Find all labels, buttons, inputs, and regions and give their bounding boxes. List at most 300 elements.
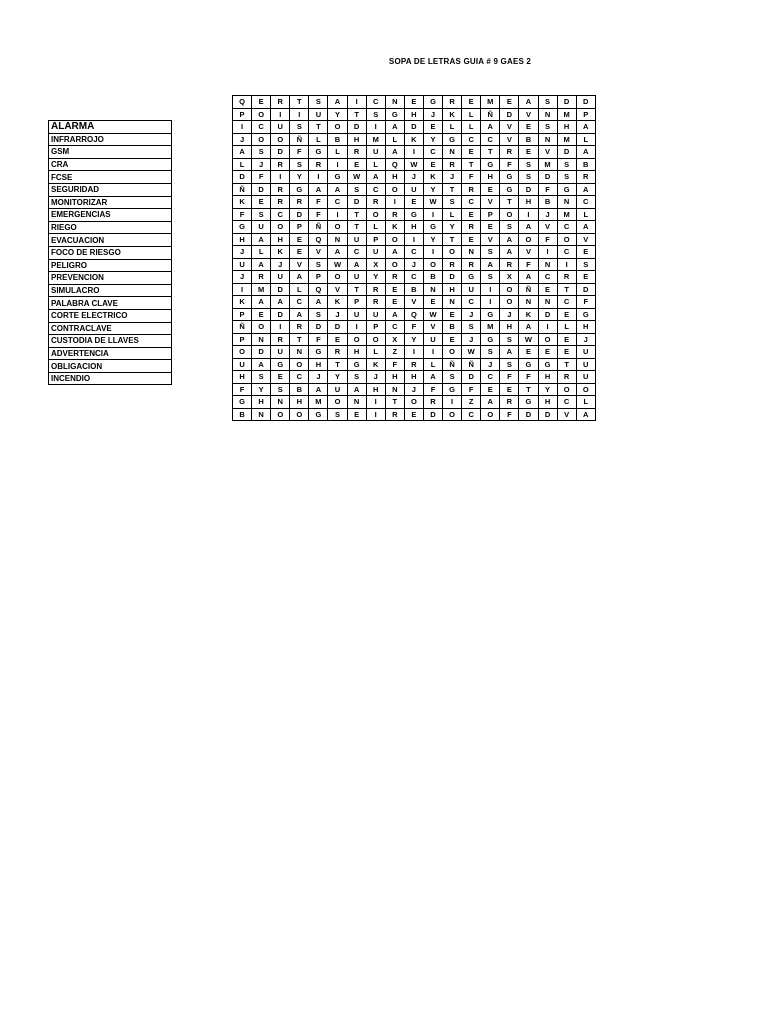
grid-cell: G <box>309 346 328 359</box>
grid-cell: T <box>481 146 500 159</box>
grid-cell: B <box>576 158 595 171</box>
grid-cell: N <box>443 146 462 159</box>
grid-cell: B <box>423 271 442 284</box>
grid-cell: D <box>557 96 576 109</box>
grid-cell: H <box>309 358 328 371</box>
grid-cell: A <box>252 233 271 246</box>
grid-cell: Y <box>404 333 423 346</box>
grid-cell: J <box>423 108 442 121</box>
grid-cell: R <box>309 158 328 171</box>
grid-cell: X <box>385 333 404 346</box>
grid-cell: R <box>290 196 309 209</box>
grid-cell: A <box>519 271 538 284</box>
grid-row <box>233 133 596 146</box>
grid-cell: O <box>423 258 442 271</box>
grid-cell: D <box>328 321 347 334</box>
grid-cell: C <box>252 121 271 134</box>
grid-cell: S <box>481 346 500 359</box>
grid-cell: Y <box>328 371 347 384</box>
grid-cell: A <box>290 308 309 321</box>
grid-cell: P <box>290 221 309 234</box>
grid-cell: Ñ <box>462 358 481 371</box>
grid-cell: E <box>557 333 576 346</box>
grid-cell: S <box>252 208 271 221</box>
grid-row <box>233 371 596 384</box>
grid-row <box>233 146 596 159</box>
grid-cell: T <box>347 208 366 221</box>
grid-cell: F <box>576 296 595 309</box>
grid-cell: S <box>443 371 462 384</box>
word-item: OBLIGACION <box>49 360 172 373</box>
grid-cell: M <box>481 321 500 334</box>
grid-cell: F <box>462 171 481 184</box>
grid-cell: I <box>233 283 252 296</box>
grid-cell: Q <box>309 283 328 296</box>
grid-cell: H <box>538 396 557 409</box>
word-list-row <box>49 121 172 134</box>
grid-cell: C <box>557 221 576 234</box>
grid-cell: H <box>366 383 385 396</box>
grid-cell: G <box>519 396 538 409</box>
grid-row <box>233 383 596 396</box>
grid-cell: O <box>385 183 404 196</box>
grid-cell: M <box>481 96 500 109</box>
word-item: MONITORIZAR <box>49 196 172 209</box>
grid-cell: J <box>233 246 252 259</box>
grid-cell: I <box>481 283 500 296</box>
grid-cell: M <box>557 108 576 121</box>
grid-cell: C <box>328 196 347 209</box>
grid-cell: R <box>462 258 481 271</box>
grid-cell: F <box>500 408 519 421</box>
grid-cell: Q <box>233 96 252 109</box>
grid-cell: U <box>347 271 366 284</box>
grid-cell: H <box>481 171 500 184</box>
grid-cell: H <box>500 321 519 334</box>
grid-cell: H <box>519 196 538 209</box>
grid-cell: S <box>366 108 385 121</box>
grid-cell: Y <box>366 271 385 284</box>
grid-cell: O <box>500 296 519 309</box>
grid-cell: F <box>500 158 519 171</box>
grid-cell: J <box>252 158 271 171</box>
grid-cell: D <box>404 121 423 134</box>
grid-cell: Y <box>443 221 462 234</box>
grid-cell: N <box>385 383 404 396</box>
grid-cell: E <box>404 196 423 209</box>
grid-cell: V <box>500 133 519 146</box>
grid-cell: V <box>500 121 519 134</box>
grid-cell: L <box>385 133 404 146</box>
word-list-row <box>49 259 172 272</box>
grid-cell: F <box>309 196 328 209</box>
grid-cell: O <box>271 221 290 234</box>
grid-cell: I <box>538 321 557 334</box>
grid-cell: P <box>481 208 500 221</box>
grid-cell: S <box>443 196 462 209</box>
grid-cell: R <box>500 396 519 409</box>
grid-cell: E <box>347 408 366 421</box>
grid-cell: L <box>252 246 271 259</box>
grid-cell: V <box>423 321 442 334</box>
grid-cell: G <box>271 358 290 371</box>
grid-cell: J <box>404 383 423 396</box>
grid-cell: D <box>252 183 271 196</box>
grid-cell: R <box>404 358 423 371</box>
grid-row <box>233 296 596 309</box>
grid-cell: L <box>462 108 481 121</box>
grid-cell: Z <box>462 396 481 409</box>
grid-cell: V <box>538 146 557 159</box>
grid-cell: E <box>404 408 423 421</box>
grid-cell: U <box>309 108 328 121</box>
grid-cell: H <box>404 108 423 121</box>
grid-cell: X <box>366 258 385 271</box>
grid-cell: G <box>423 96 442 109</box>
grid-cell: X <box>500 271 519 284</box>
grid-cell: U <box>423 333 442 346</box>
grid-cell: A <box>576 408 595 421</box>
word-item: PREVENCION <box>49 272 172 285</box>
grid-cell: S <box>252 146 271 159</box>
grid-cell: J <box>462 333 481 346</box>
grid-cell: Ñ <box>481 108 500 121</box>
grid-cell: J <box>576 333 595 346</box>
grid-cell: E <box>481 383 500 396</box>
grid-cell: R <box>462 221 481 234</box>
grid-cell: D <box>443 271 462 284</box>
grid-cell: S <box>309 258 328 271</box>
grid-cell: H <box>233 233 252 246</box>
grid-cell: D <box>347 121 366 134</box>
grid-cell: O <box>366 208 385 221</box>
grid-cell: U <box>462 283 481 296</box>
grid-row <box>233 108 596 121</box>
grid-cell: L <box>423 358 442 371</box>
grid-cell: T <box>462 158 481 171</box>
grid-cell: I <box>366 121 385 134</box>
grid-cell: A <box>576 221 595 234</box>
grid-cell: I <box>271 171 290 184</box>
grid-cell: E <box>481 183 500 196</box>
grid-row <box>233 121 596 134</box>
grid-cell: J <box>500 308 519 321</box>
grid-cell: I <box>557 258 576 271</box>
grid-cell: F <box>519 371 538 384</box>
grid-cell: L <box>557 321 576 334</box>
grid-cell: C <box>366 96 385 109</box>
word-list-row <box>49 335 172 348</box>
grid-cell: B <box>290 383 309 396</box>
grid-cell: C <box>462 133 481 146</box>
grid-cell: H <box>385 171 404 184</box>
grid-cell: A <box>500 246 519 259</box>
grid-cell: A <box>385 308 404 321</box>
grid-cell: I <box>423 208 442 221</box>
grid-cell: M <box>557 133 576 146</box>
grid-cell: L <box>462 121 481 134</box>
grid-cell: O <box>576 383 595 396</box>
grid-cell: G <box>481 158 500 171</box>
grid-cell: B <box>538 196 557 209</box>
grid-cell: S <box>538 121 557 134</box>
grid-cell: H <box>576 321 595 334</box>
grid-cell: J <box>443 171 462 184</box>
grid-cell: U <box>347 308 366 321</box>
grid-cell: Ñ <box>309 221 328 234</box>
grid-cell: F <box>519 258 538 271</box>
grid-cell: A <box>347 258 366 271</box>
grid-cell: A <box>233 146 252 159</box>
grid-cell: E <box>423 296 442 309</box>
grid-cell: D <box>557 146 576 159</box>
word-item: SEGURIDAD <box>49 183 172 196</box>
grid-cell: G <box>481 308 500 321</box>
grid-cell: R <box>462 183 481 196</box>
grid-cell: G <box>233 396 252 409</box>
grid-cell: S <box>328 408 347 421</box>
grid-cell: V <box>290 258 309 271</box>
grid-cell: H <box>557 121 576 134</box>
grid-cell: H <box>347 346 366 359</box>
grid-cell: S <box>500 221 519 234</box>
grid-cell: U <box>271 271 290 284</box>
grid-cell: T <box>309 121 328 134</box>
grid-cell: N <box>290 346 309 359</box>
grid-cell: W <box>404 158 423 171</box>
grid-cell: E <box>462 146 481 159</box>
grid-cell: D <box>271 146 290 159</box>
grid-cell: Q <box>385 158 404 171</box>
grid-cell: A <box>290 271 309 284</box>
grid-cell: C <box>366 183 385 196</box>
grid-cell: H <box>538 371 557 384</box>
grid-cell: I <box>519 208 538 221</box>
grid-cell: O <box>443 408 462 421</box>
grid-cell: K <box>385 221 404 234</box>
grid-cell: T <box>557 283 576 296</box>
grid-cell: R <box>423 396 442 409</box>
word-list-row <box>49 246 172 259</box>
grid-row <box>233 346 596 359</box>
word-item: RIEGO <box>49 221 172 234</box>
grid-cell: Ñ <box>233 183 252 196</box>
grid-cell: C <box>290 371 309 384</box>
grid-cell: R <box>271 96 290 109</box>
grid-cell: A <box>309 296 328 309</box>
letter-grid <box>232 95 596 421</box>
grid-cell: L <box>443 208 462 221</box>
grid-cell: A <box>423 371 442 384</box>
grid-cell: R <box>328 346 347 359</box>
word-list-row <box>49 209 172 222</box>
grid-cell: T <box>290 333 309 346</box>
grid-cell: E <box>500 96 519 109</box>
grid-cell: I <box>347 321 366 334</box>
grid-cell: R <box>557 271 576 284</box>
grid-cell: Y <box>538 383 557 396</box>
grid-cell: R <box>557 371 576 384</box>
grid-cell: P <box>233 108 252 121</box>
grid-cell: Y <box>423 233 442 246</box>
grid-cell: V <box>519 246 538 259</box>
grid-row <box>233 358 596 371</box>
grid-cell: I <box>481 296 500 309</box>
word-item: PALABRA CLAVE <box>49 297 172 310</box>
grid-cell: M <box>366 133 385 146</box>
word-item: INFRARROJO <box>49 133 172 146</box>
word-list-row <box>49 284 172 297</box>
grid-cell: D <box>519 408 538 421</box>
grid-cell: O <box>500 208 519 221</box>
grid-cell: R <box>443 258 462 271</box>
grid-cell: K <box>366 358 385 371</box>
grid-cell: D <box>576 283 595 296</box>
grid-cell: R <box>576 171 595 184</box>
grid-cell: V <box>328 283 347 296</box>
grid-cell: K <box>233 196 252 209</box>
grid-cell: U <box>366 246 385 259</box>
grid-cell: P <box>366 233 385 246</box>
grid-cell: I <box>366 396 385 409</box>
grid-cell: S <box>271 383 290 396</box>
grid-cell: O <box>252 108 271 121</box>
grid-cell: O <box>271 408 290 421</box>
grid-cell: P <box>309 271 328 284</box>
grid-cell: T <box>347 108 366 121</box>
grid-cell: F <box>252 171 271 184</box>
grid-cell: W <box>328 258 347 271</box>
grid-cell: Y <box>423 133 442 146</box>
grid-cell: E <box>290 246 309 259</box>
grid-cell: A <box>385 146 404 159</box>
grid-cell: C <box>576 196 595 209</box>
grid-cell: I <box>366 408 385 421</box>
grid-cell: W <box>519 333 538 346</box>
word-item: EVACUACION <box>49 234 172 247</box>
grid-cell: O <box>557 383 576 396</box>
grid-cell: O <box>328 121 347 134</box>
grid-cell: R <box>271 333 290 346</box>
grid-cell: F <box>309 208 328 221</box>
grid-row <box>233 221 596 234</box>
grid-cell: B <box>233 408 252 421</box>
grid-cell: E <box>519 346 538 359</box>
grid-cell: L <box>233 158 252 171</box>
word-list <box>48 120 172 385</box>
grid-cell: N <box>557 196 576 209</box>
grid-row <box>233 196 596 209</box>
grid-cell: C <box>557 396 576 409</box>
word-list-row <box>49 171 172 184</box>
grid-cell: S <box>290 121 309 134</box>
grid-cell: F <box>500 371 519 384</box>
grid-row <box>233 308 596 321</box>
grid-cell: A <box>347 383 366 396</box>
grid-cell: A <box>481 258 500 271</box>
grid-cell: L <box>576 133 595 146</box>
grid-cell: C <box>557 296 576 309</box>
grid-cell: M <box>252 283 271 296</box>
grid-cell: V <box>481 196 500 209</box>
word-list-row <box>49 360 172 373</box>
grid-cell: R <box>366 283 385 296</box>
grid-cell: F <box>462 383 481 396</box>
grid-cell: R <box>385 408 404 421</box>
word-item: ALARMA <box>49 121 172 134</box>
grid-cell: R <box>500 258 519 271</box>
grid-cell: E <box>347 158 366 171</box>
grid-cell: G <box>481 333 500 346</box>
grid-cell: G <box>519 358 538 371</box>
grid-cell: V <box>557 408 576 421</box>
grid-cell: R <box>385 271 404 284</box>
grid-cell: H <box>347 133 366 146</box>
grid-cell: G <box>538 358 557 371</box>
grid-cell: W <box>423 196 442 209</box>
grid-cell: Ñ <box>519 283 538 296</box>
grid-cell: W <box>347 171 366 184</box>
grid-cell: U <box>404 183 423 196</box>
grid-cell: D <box>290 208 309 221</box>
grid-cell: J <box>538 208 557 221</box>
grid-cell: I <box>271 321 290 334</box>
grid-cell: E <box>385 296 404 309</box>
grid-cell: A <box>576 183 595 196</box>
grid-cell: C <box>423 146 442 159</box>
grid-cell: O <box>538 333 557 346</box>
grid-cell: J <box>309 371 328 384</box>
grid-cell: A <box>385 121 404 134</box>
grid-cell: V <box>309 246 328 259</box>
grid-row <box>233 283 596 296</box>
grid-cell: Q <box>404 308 423 321</box>
grid-cell: A <box>309 183 328 196</box>
grid-cell: J <box>404 171 423 184</box>
grid-cell: C <box>481 133 500 146</box>
word-item: SIMULACRO <box>49 284 172 297</box>
word-item: ADVERTENCIA <box>49 347 172 360</box>
grid-cell: F <box>404 321 423 334</box>
grid-cell: G <box>557 183 576 196</box>
grid-cell: E <box>538 283 557 296</box>
grid-row <box>233 246 596 259</box>
grid-cell: C <box>404 246 423 259</box>
grid-row <box>233 321 596 334</box>
grid-cell: S <box>500 358 519 371</box>
grid-cell: K <box>519 308 538 321</box>
grid-cell: U <box>576 371 595 384</box>
grid-cell: O <box>481 408 500 421</box>
word-item: INCENDIO <box>49 372 172 385</box>
grid-cell: G <box>462 271 481 284</box>
grid-cell: L <box>290 283 309 296</box>
grid-cell: Y <box>290 171 309 184</box>
grid-cell: R <box>500 146 519 159</box>
grid-cell: H <box>252 396 271 409</box>
grid-row <box>233 333 596 346</box>
grid-cell: J <box>404 258 423 271</box>
grid-cell: E <box>423 121 442 134</box>
grid-cell: O <box>233 346 252 359</box>
grid-cell: G <box>423 221 442 234</box>
grid-cell: I <box>290 108 309 121</box>
grid-cell: E <box>576 271 595 284</box>
grid-cell: J <box>462 308 481 321</box>
grid-cell: Y <box>252 383 271 396</box>
grid-cell: E <box>385 283 404 296</box>
grid-cell: N <box>423 283 442 296</box>
